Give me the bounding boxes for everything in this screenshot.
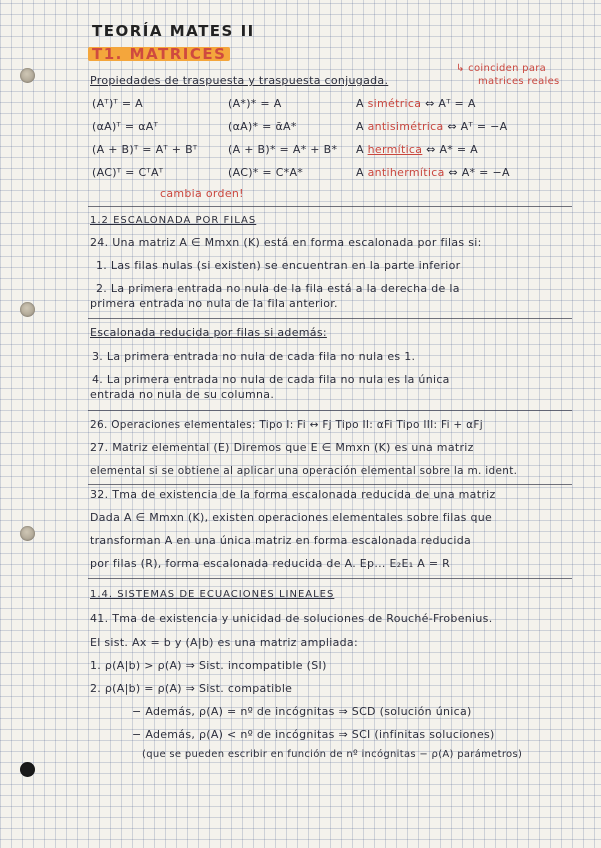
prop-right-4: A antihermítica ⇔ A* = −A [356, 166, 510, 179]
section-title-escalonada: 1.2 ESCALONADA POR FILAS [90, 215, 257, 226]
side-note-line1: ↳ coinciden para [456, 63, 547, 74]
prop-mid-2: (αA)* = ᾱA* [228, 120, 297, 133]
case-2-sub2-note: (que se pueden escribir en función de nº incógnitas − ρ(A) parámetros) [142, 749, 523, 760]
prop-left-1: (Aᵀ)ᵀ = A [92, 97, 144, 110]
divider [88, 484, 572, 485]
prop-mid-4: (AC)* = C*A* [228, 166, 304, 179]
definition-4b: entrada no nula de su columna. [90, 388, 275, 401]
binder-hole [20, 526, 35, 541]
case-2-sub1: − Además, ρ(A) = nº de incógnitas ⇒ SCD (solución única) [132, 705, 472, 718]
definition-32b: Dada A ∈ Mmxn (K), existen operaciones elementales sobre filas que [90, 511, 493, 524]
binder-hole [20, 68, 35, 83]
definition-27a: 27. Matriz elemental (E) Diremos que E ∈ Mmxn (K) es una matriz [90, 441, 474, 454]
prop-left-3: (A + B)ᵀ = Aᵀ + Bᵀ [92, 143, 198, 156]
definition-24-item2b: primera entrada no nula de la fila anterior. [90, 297, 338, 310]
side-note-line2: matrices reales [478, 76, 560, 87]
prop-mid-3: (A + B)* = A* + B* [228, 143, 338, 156]
prop-left-2: (αA)ᵀ = αAᵀ [92, 120, 159, 133]
page-title: TEORÍA MATES II [92, 22, 255, 40]
definition-24: 24. Una matriz A ∈ Mmxn (K) está en forma escalonada por filas si: [90, 236, 482, 249]
prop-right-1: A simétrica ⇔ Aᵀ = A [356, 97, 476, 110]
binder-hole [20, 762, 35, 777]
definition-32d: por filas (R), forma escalonada reducida de A. Ep... E₂E₁ A = R [90, 557, 451, 570]
section-title-matrices: T1. MATRICES [88, 47, 230, 61]
binder-hole [20, 302, 35, 317]
definition-26: 26. Operaciones elementales: Tipo I: Fi ↔ Fj Tipo II: αFi Tipo III: Fi + αFj [90, 419, 483, 431]
definition-27b: elemental si se obtiene al aplicar una operación elemental sobre la m. ident. [90, 465, 518, 477]
cambia-orden-note: cambia orden! [160, 187, 244, 200]
divider [88, 318, 572, 319]
divider [88, 206, 572, 207]
properties-heading: Propiedades de traspuesta y traspuesta conjugada. [90, 74, 389, 87]
system-description: El sist. Ax = b y (A|b) es una matriz ampliada: [90, 636, 358, 649]
definition-3: 3. La primera entrada no nula de cada fila no nula es 1. [92, 350, 416, 363]
definition-32c: transforman A en una única matriz en forma escalonada reducida [90, 534, 472, 547]
case-2-sub2: − Además, ρ(A) < nº de incógnitas ⇒ SCI (infinitas soluciones) [132, 728, 495, 741]
prop-right-2: A antisimétrica ⇔ Aᵀ = −A [356, 120, 508, 133]
divider [88, 578, 572, 579]
reducida-heading: Escalonada reducida por filas si además: [90, 326, 327, 339]
definition-24-item2a: 2. La primera entrada no nula de la fila está a la derecha de la [96, 282, 460, 295]
definition-24-item1: 1. Las filas nulas (si existen) se encuentran en la parte inferior [96, 259, 461, 272]
prop-right-3: A hermítica ⇔ A* = A [356, 143, 478, 156]
definition-32a: 32. Tma de existencia de la forma escalonada reducida de una matriz [90, 488, 496, 501]
divider [88, 410, 572, 411]
case-1: 1. ρ(A|b) > ρ(A) ⇒ Sist. incompatible (SI) [90, 659, 327, 672]
case-2: 2. ρ(A|b) = ρ(A) ⇒ Sist. compatible [90, 682, 293, 695]
prop-left-4: (AC)ᵀ = CᵀAᵀ [92, 166, 164, 179]
prop-mid-1: (A*)* = A [228, 97, 282, 110]
definition-41: 41. Tma de existencia y unicidad de soluciones de Rouché-Frobenius. [90, 612, 493, 625]
section-title-sistemas: 1.4. SISTEMAS DE ECUACIONES LINEALES [90, 589, 335, 600]
definition-4a: 4. La primera entrada no nula de cada fila no nula es la única [92, 373, 450, 386]
